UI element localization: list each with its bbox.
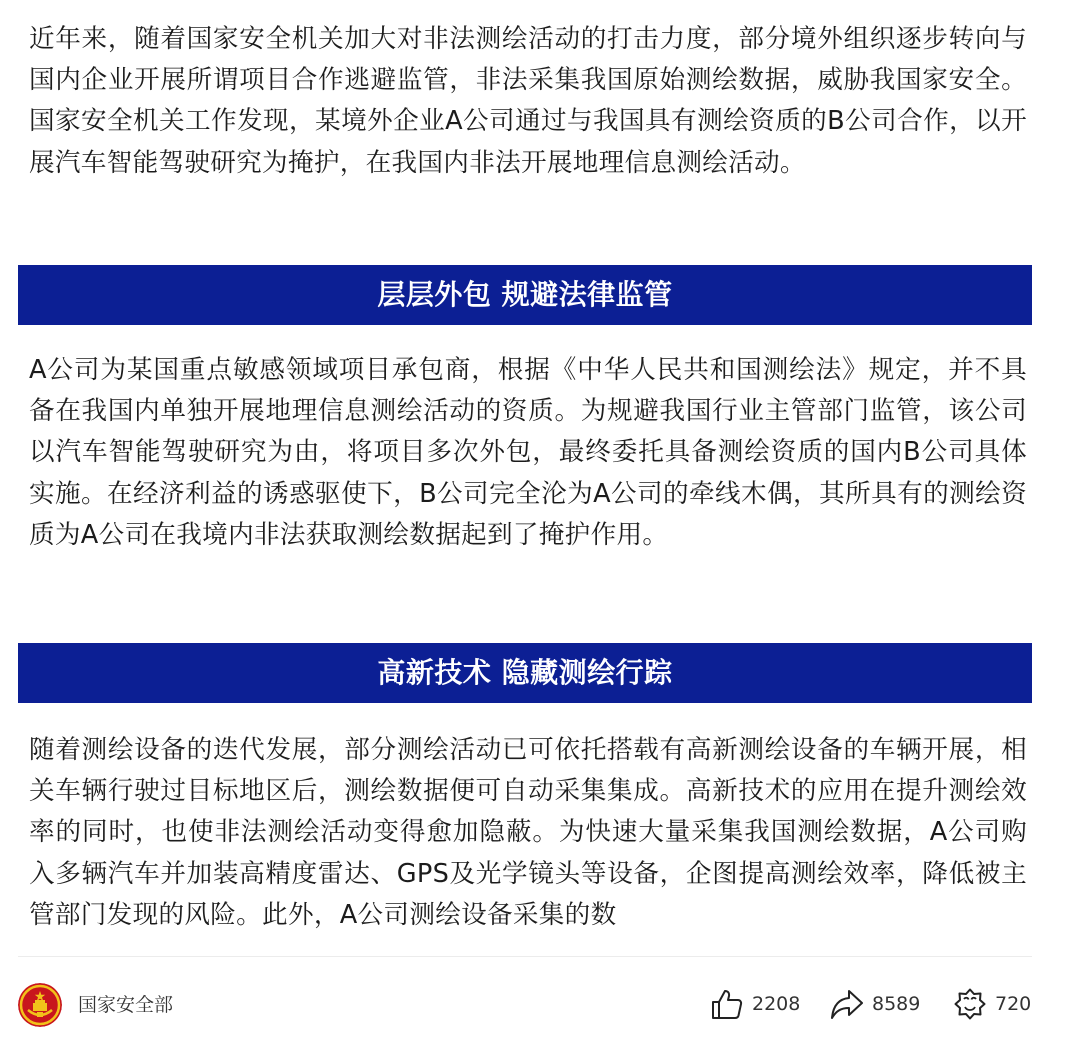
- article-paragraph-intro: 近年来，随着国家安全机关加大对非法测绘活动的打击力度，部分境外组织逐步转向与国内企业开展所谓项目合作逃避监管，非法采集我国原始测绘数据，威胁我国家安全。国家安全机关工作发现，某境外企业A公司通过与我国具有测绘资质的B公司合作，以开展汽车智能驾驶研究为掩护，在我国内非法开展地理信息测绘活动。: [29, 24, 1027, 178]
- national-emblem-icon: [18, 983, 62, 1027]
- thumbs-up-icon: [710, 987, 744, 1021]
- footer-divider: [18, 956, 1032, 957]
- section-heading-outsourcing: 层层外包 规避法律监管: [18, 265, 1032, 325]
- reaction-count: 720: [995, 993, 1032, 1015]
- article-footer-bar: [0, 956, 1073, 1043]
- article-paragraph-outsourcing: A公司为某国重点敏感领域项目承包商，根据《中华人民共和国测绘法》规定，并不具备在我国内单独开展地理信息测绘活动的资质。为规避我国行业主管部门监管，该公司以汽车智能驾驶研究为由，将项目多次外包，最终委托具备测绘资质的国内B公司具体实施。在经济利益的诱惑驱使下，B公司完全沦为A公司的牵线木偶，其所具有的测绘资质为A公司在我境内非法获取测绘数据起到了掩护作用。: [29, 355, 1027, 550]
- share-count: 8589: [872, 993, 921, 1015]
- like-count: 2208: [752, 993, 801, 1015]
- share-arrow-icon: [830, 987, 864, 1021]
- reaction-button[interactable]: [953, 986, 1031, 1022]
- section-heading-hightech: 高新技术 隐藏测绘行踪: [18, 643, 1032, 703]
- article-paragraph-hightech: 随着测绘设备的迭代发展，部分测绘活动已可依托搭载有高新测绘设备的车辆开展，相关车辆行驶过目标地区后，测绘数据便可自动采集集成。高新技术的应用在提升测绘效率的同时，也使非法测绘活动变得愈加隐蔽。为快速大量采集我国测绘数据，A公司购入多辆汽车并加装高精度雷达、GPS及光学镜头等设备，企图提高测绘效率，降低被主管部门发现的风险。此外，A公司测绘设备采集的数: [29, 735, 1027, 930]
- wow-reaction-icon: [953, 987, 987, 1021]
- like-button[interactable]: [710, 986, 800, 1022]
- account-avatar[interactable]: [18, 983, 62, 1027]
- share-button[interactable]: [830, 986, 920, 1022]
- account-name[interactable]: 国家安全部: [78, 994, 174, 1016]
